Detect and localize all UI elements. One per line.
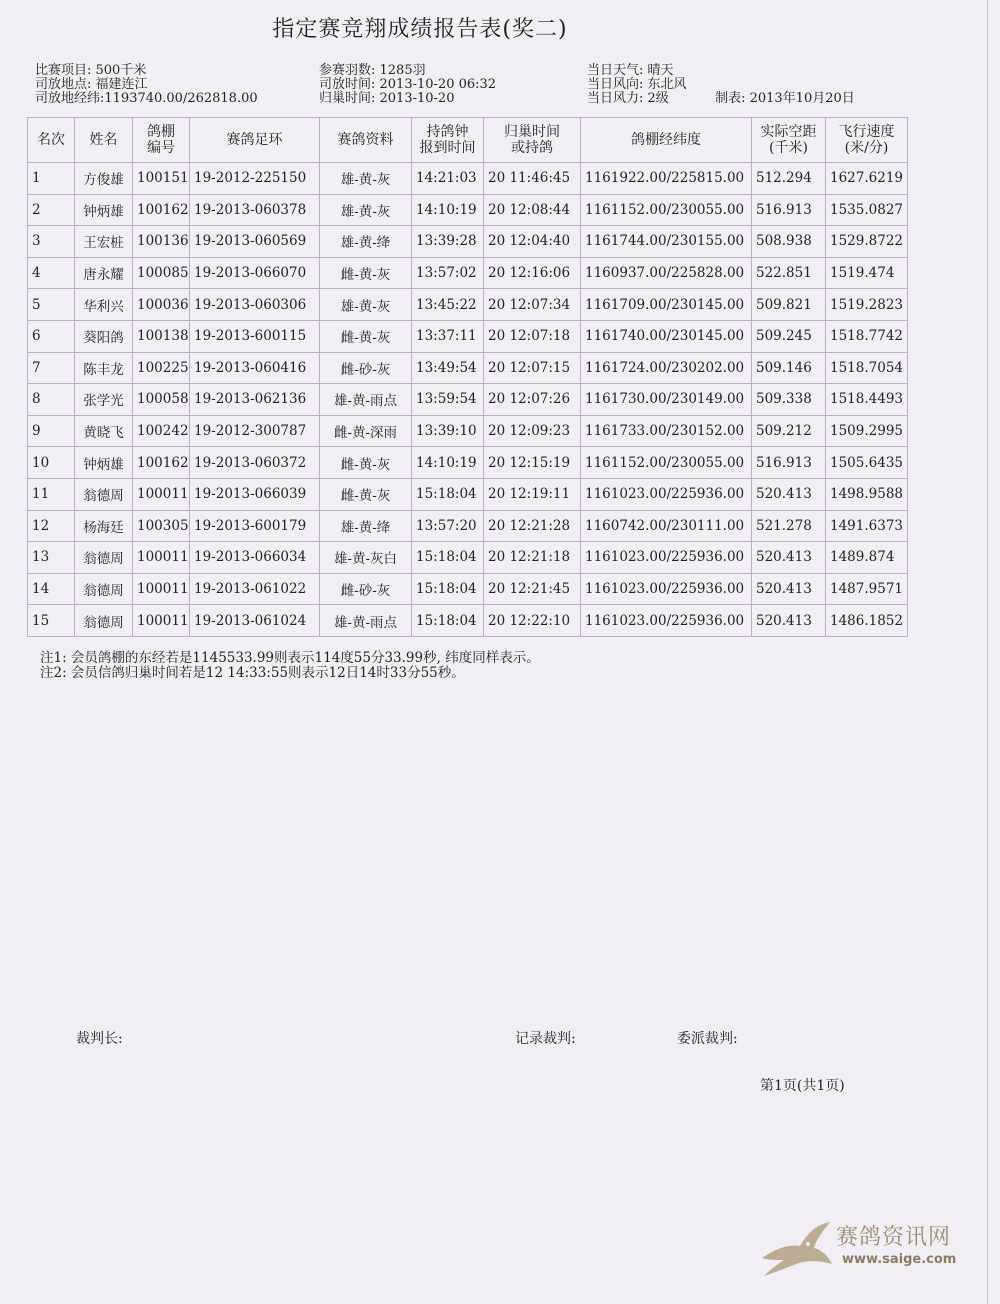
table-cell: 1161709.00/230145.00: [581, 289, 752, 321]
table-cell: 1161023.00/225936.00: [581, 573, 752, 605]
table-cell: 20 12:21:28: [484, 510, 581, 542]
table-row: [28, 257, 908, 289]
table-cell: 雌-砂-灰: [320, 573, 412, 605]
table-cell: 100242: [133, 415, 190, 447]
table-cell: 3: [28, 226, 75, 258]
table-cell: 15:18:04: [412, 478, 484, 510]
table-cell: 葵阳鸽: [75, 320, 133, 352]
table-cell: 雌-砂-灰: [320, 352, 412, 384]
table-cell: 13:49:54: [412, 352, 484, 384]
table-cell: 20 12:09:23: [484, 415, 581, 447]
table-cell: 9: [28, 415, 75, 447]
table-cell: 1505.6435: [826, 447, 908, 479]
table-cell: 13:57:02: [412, 257, 484, 289]
table-cell: 钟炳雄: [75, 194, 133, 226]
table-cell: 雄-黄-灰白: [320, 542, 412, 574]
table-cell: 翁德周: [75, 478, 133, 510]
table-cell: 100225: [133, 352, 190, 384]
table-cell: 19-2013-060372: [190, 447, 320, 479]
info-col-middle: [319, 64, 496, 106]
column-header: 赛鸽足环: [190, 118, 320, 163]
table-cell: 1161740.00/230145.00: [581, 320, 752, 352]
table-cell: 520.413: [752, 605, 826, 637]
table-cell: 8: [28, 384, 75, 416]
table-cell: 100011: [133, 478, 190, 510]
table-cell: 1161152.00/230055.00: [581, 194, 752, 226]
release-time: 司放时间: 2013-10-20 06:32: [319, 77, 497, 92]
table-cell: 钟炳雄: [75, 447, 133, 479]
column-header: 赛鸽资料: [320, 118, 412, 163]
table-cell: 雄-黄-雨点: [320, 605, 412, 637]
table-cell: 516.913: [752, 447, 826, 479]
table-cell: 13:39:28: [412, 226, 484, 258]
table-cell: 4: [28, 257, 75, 289]
table-cell: 20 12:21:45: [484, 573, 581, 605]
table-cell: 1509.2995: [826, 415, 908, 447]
table-cell: 1161152.00/230055.00: [581, 447, 752, 479]
table-cell: 1161744.00/230155.00: [581, 226, 752, 258]
table-cell: 100085: [133, 257, 190, 289]
results-table: [27, 117, 908, 637]
table-cell: 508.938: [752, 226, 826, 258]
info-col-left: [35, 64, 258, 106]
table-cell: 14:21:03: [412, 163, 484, 195]
column-header: 归巢时间 或持鸽: [484, 118, 581, 163]
table-cell: 20 12:07:15: [484, 352, 581, 384]
table-cell: 10: [28, 447, 75, 479]
table-cell: 1535.0827: [826, 194, 908, 226]
entries-count: 参赛羽数: 1285羽: [319, 63, 426, 78]
table-cell: 19-2013-066039: [190, 478, 320, 510]
race-item: 比赛项目: 500千米: [35, 63, 147, 78]
table-cell: 1519.474: [826, 257, 908, 289]
table-cell: 1498.9588: [826, 478, 908, 510]
release-place: 司放地点: 福建连江: [35, 77, 148, 92]
table-cell: 雄-黄-灰: [320, 194, 412, 226]
table-cell: 13:37:11: [412, 320, 484, 352]
table-cell: 20 12:07:34: [484, 289, 581, 321]
table-cell: 15:18:04: [412, 605, 484, 637]
scan-edge-line: [987, 0, 988, 1304]
table-cell: 509.245: [752, 320, 826, 352]
column-header: 鸽棚 编号: [133, 118, 190, 163]
table-row: [28, 478, 908, 510]
table-cell: 509.821: [752, 289, 826, 321]
table-cell: 13: [28, 542, 75, 574]
table-cell: 100162: [133, 447, 190, 479]
table-row: [28, 447, 908, 479]
table-cell: 19-2013-062136: [190, 384, 320, 416]
table-row: [28, 384, 908, 416]
table-cell: 20 12:07:26: [484, 384, 581, 416]
table-cell: 雄-黄-雨点: [320, 384, 412, 416]
table-cell: 19-2013-060416: [190, 352, 320, 384]
note-2: 注2: 会员信鸽归巢时间若是12 14:33:55则表示12日14时33分55秒。: [40, 665, 465, 681]
table-cell: 13:59:54: [412, 384, 484, 416]
table-cell: 14:10:19: [412, 194, 484, 226]
table-cell: 14: [28, 573, 75, 605]
table-cell: 520.413: [752, 573, 826, 605]
table-cell: 19-2013-060569: [190, 226, 320, 258]
table-cell: 100136: [133, 226, 190, 258]
site-watermark: [756, 1218, 962, 1282]
table-cell: 5: [28, 289, 75, 321]
table-cell: 20 12:04:40: [484, 226, 581, 258]
table-cell: 雌-黄-深雨: [320, 415, 412, 447]
table-cell: 512.294: [752, 163, 826, 195]
column-header: 姓名: [75, 118, 133, 163]
watermark-title: 赛鸽资讯网: [836, 1225, 952, 1250]
table-cell: 12: [28, 510, 75, 542]
return-time: 归巢时间: 2013-10-20: [319, 91, 455, 106]
table-cell: 20 12:16:06: [484, 257, 581, 289]
table-row: [28, 163, 908, 195]
table-cell: 雄-黄-绛: [320, 510, 412, 542]
delegate-judge-label: 委派裁判:: [677, 1031, 738, 1047]
column-header: 飞行速度 (米/分): [826, 118, 908, 163]
info-col-right: [587, 64, 855, 106]
table-cell: 19-2013-066070: [190, 257, 320, 289]
table-cell: 516.913: [752, 194, 826, 226]
table-cell: 20 12:15:19: [484, 447, 581, 479]
report-title: 指定赛竞翔成绩报告表(奖二): [272, 17, 568, 42]
table-cell: 1161724.00/230202.00: [581, 352, 752, 384]
table-cell: 雄-黄-绛: [320, 226, 412, 258]
recorder-judge-label: 记录裁判:: [515, 1031, 576, 1047]
table-cell: 1161922.00/225815.00: [581, 163, 752, 195]
table-cell: 方俊雄: [75, 163, 133, 195]
table-cell: 1161023.00/225936.00: [581, 605, 752, 637]
table-cell: 15: [28, 605, 75, 637]
table-cell: 13:57:20: [412, 510, 484, 542]
table-cell: 520.413: [752, 478, 826, 510]
table-cell: 6: [28, 320, 75, 352]
table-cell: 19-2012-225150: [190, 163, 320, 195]
table-cell: 雌-黄-灰: [320, 257, 412, 289]
table-cell: 1161733.00/230152.00: [581, 415, 752, 447]
table-cell: 20 12:22:10: [484, 605, 581, 637]
table-cell: 100011: [133, 542, 190, 574]
table-cell: 1: [28, 163, 75, 195]
table-header-row: [28, 118, 908, 163]
table-cell: 19-2013-061022: [190, 573, 320, 605]
table-cell: 100151: [133, 163, 190, 195]
notes: [40, 651, 540, 681]
table-cell: 1486.1852: [826, 605, 908, 637]
table-cell: 陈丰龙: [75, 352, 133, 384]
table-cell: 翁德周: [75, 542, 133, 574]
table-cell: 1518.4493: [826, 384, 908, 416]
table-cell: 14:10:19: [412, 447, 484, 479]
table-cell: 黄晓飞: [75, 415, 133, 447]
table-cell: 1627.6219: [826, 163, 908, 195]
table-cell: 杨海廷: [75, 510, 133, 542]
table-cell: 1487.9571: [826, 573, 908, 605]
table-cell: 1161023.00/225936.00: [581, 542, 752, 574]
made-date: 制表: 2013年10月20日: [715, 91, 855, 106]
table-cell: 509.146: [752, 352, 826, 384]
table-cell: 100011: [133, 573, 190, 605]
table-cell: 20 12:07:18: [484, 320, 581, 352]
column-header: 鸽棚经纬度: [581, 118, 752, 163]
table-cell: 19-2013-060306: [190, 289, 320, 321]
table-cell: 1529.8722: [826, 226, 908, 258]
table-cell: 509.338: [752, 384, 826, 416]
table-body: [28, 163, 908, 637]
column-header: 实际空距 (千米): [752, 118, 826, 163]
table-cell: 19-2013-060378: [190, 194, 320, 226]
table-cell: 522.851: [752, 257, 826, 289]
table-row: [28, 194, 908, 226]
table-cell: 华利兴: [75, 289, 133, 321]
table-row: [28, 320, 908, 352]
table-cell: 1518.7742: [826, 320, 908, 352]
weather: 当日天气: 晴天: [587, 63, 674, 78]
table-cell: 20 12:19:11: [484, 478, 581, 510]
table-cell: 1519.2823: [826, 289, 908, 321]
table-cell: 王宏桩: [75, 226, 133, 258]
watermark-url: www.saige.com: [842, 1252, 957, 1267]
column-header: 持鸽钟 报到时间: [412, 118, 484, 163]
table-cell: 100138: [133, 320, 190, 352]
wind-force-value: 当日风力: 2级: [587, 91, 669, 106]
column-header: 名次: [28, 118, 75, 163]
table-row: [28, 573, 908, 605]
table-cell: 509.212: [752, 415, 826, 447]
table-cell: 1491.6373: [826, 510, 908, 542]
table-cell: 20 12:21:18: [484, 542, 581, 574]
table-cell: 100162: [133, 194, 190, 226]
table-cell: 19-2013-061024: [190, 605, 320, 637]
table-cell: 雌-黄-灰: [320, 478, 412, 510]
table-row: [28, 352, 908, 384]
table-cell: 100011: [133, 605, 190, 637]
table-cell: 13:39:10: [412, 415, 484, 447]
table-cell: 张学光: [75, 384, 133, 416]
release-coords: 司放地经纬:1193740.00/262818.00: [35, 91, 258, 106]
table-cell: 15:18:04: [412, 542, 484, 574]
table-cell: 雌-黄-灰: [320, 320, 412, 352]
table-cell: 1489.874: [826, 542, 908, 574]
note-1: 注1: 会员鸽棚的东经若是1145533.99则表示114度55分33.99秒, 纬度同样表示。: [40, 650, 540, 666]
table-cell: 100036: [133, 289, 190, 321]
wind-force: [587, 92, 855, 106]
table-cell: 19-2013-600115: [190, 320, 320, 352]
table-cell: 1518.7054: [826, 352, 908, 384]
table-cell: 1160742.00/230111.00: [581, 510, 752, 542]
table-cell: 翁德周: [75, 573, 133, 605]
table-cell: 19-2013-600179: [190, 510, 320, 542]
table-cell: 13:45:22: [412, 289, 484, 321]
table-cell: 20 12:08:44: [484, 194, 581, 226]
table-cell: 雄-黄-灰: [320, 289, 412, 321]
table-row: [28, 510, 908, 542]
table-cell: 11: [28, 478, 75, 510]
table-row: [28, 415, 908, 447]
chief-judge-label: 裁判长:: [76, 1031, 123, 1047]
table-cell: 520.413: [752, 542, 826, 574]
table-cell: 2: [28, 194, 75, 226]
table-cell: 521.278: [752, 510, 826, 542]
table-cell: 1160937.00/225828.00: [581, 257, 752, 289]
table-cell: 1161730.00/230149.00: [581, 384, 752, 416]
table-cell: 7: [28, 352, 75, 384]
table-row: [28, 226, 908, 258]
table-cell: 雌-黄-灰: [320, 447, 412, 479]
table-cell: 100058: [133, 384, 190, 416]
table-cell: 雄-黄-灰: [320, 163, 412, 195]
table-row: [28, 605, 908, 637]
table-cell: 1161023.00/225936.00: [581, 478, 752, 510]
wind-direction: 当日风向: 东北风: [587, 77, 687, 92]
page-number: 第1页(共1页): [760, 1078, 845, 1094]
table-cell: 唐永耀: [75, 257, 133, 289]
table-cell: 19-2013-066034: [190, 542, 320, 574]
table-cell: 19-2012-300787: [190, 415, 320, 447]
table-cell: 100305: [133, 510, 190, 542]
table-cell: 翁德周: [75, 605, 133, 637]
table-cell: 15:18:04: [412, 573, 484, 605]
pigeon-logo-icon: [756, 1218, 836, 1282]
table-row: [28, 289, 908, 321]
table-row: [28, 542, 908, 574]
table-cell: 20 11:46:45: [484, 163, 581, 195]
